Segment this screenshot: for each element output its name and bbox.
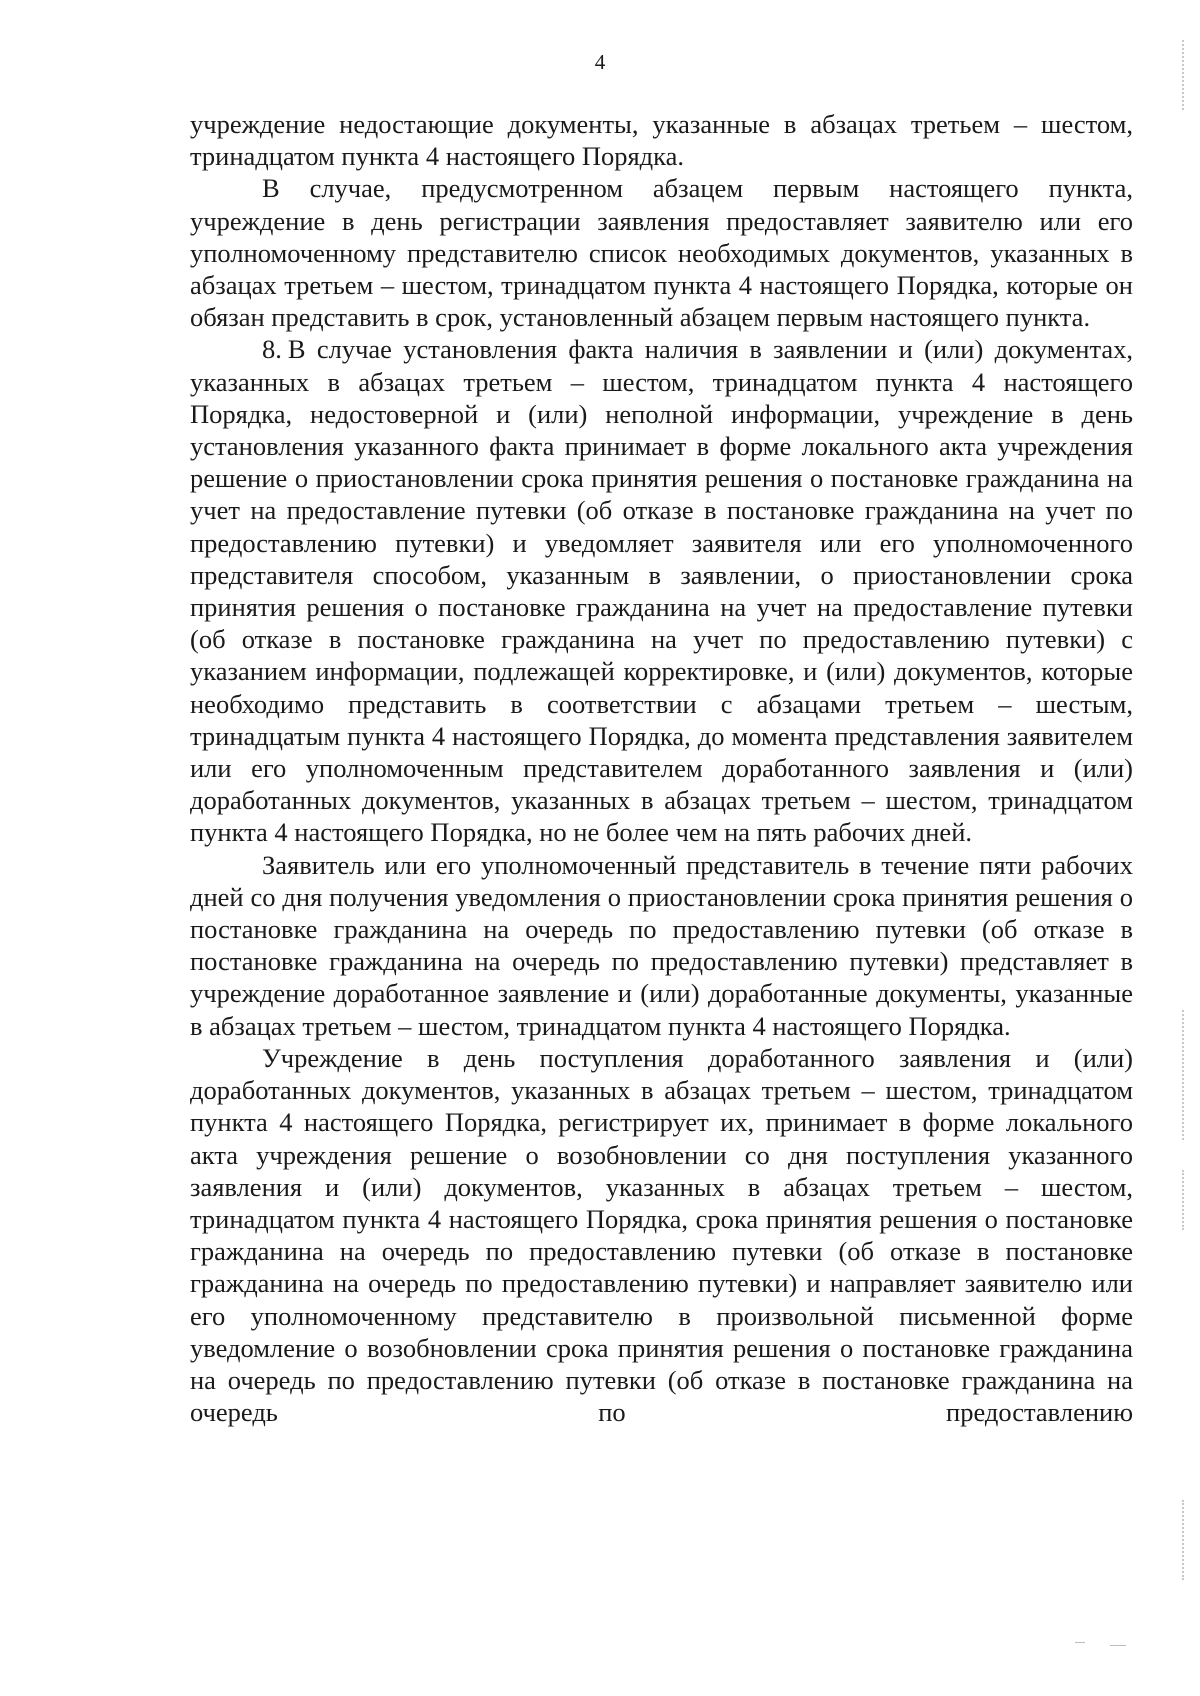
scan-corner-mark-2 [1110, 1645, 1126, 1646]
document-body [190, 108, 1133, 1428]
paragraph-1: учреждение недостающие документы, указанные в абзацах третьем – шестом, тринадцатом пункта 4 настоящего Порядка. [190, 109, 1133, 172]
paragraph-8 [190, 333, 1133, 848]
paragraph-2: В случае, предусмотренном абзацем первым настоящего пункта, учреждение в день регистрации заявления предоставляет заявителю или его уполномоченному представителю список необходимых документов, указанных в абзацах третьем – шестом, тринадцатом пункта 4 настоящего Порядка, которые он обязан представить в срок, установленный абзацем первым настоящего пункта. [190, 173, 1133, 333]
scan-margin-mark-top [1182, 40, 1186, 110]
paragraph-5: Учреждение в день поступления доработанного заявления и (или) доработанных документов, указанных в абзацах третьем – шестом, тринадцатом пункта 4 настоящего Порядка, регистрирует их, принимает в форме локального акта учреждения решение о возобновлении со дня поступления указанного заявления и (или) документов, указанных в абзацах третьем – шестом, тринадцатом пункта 4 настоящего Порядка, срока принятия решения о постановке гражданина на очередь по предоставлению путевки (об отказе в постановке гражданина на очередь по предоставлению путевки) и направляет заявителю или его уполномоченному представителю в произвольной письменной форме уведомление о возобновлении срока принятия решения о постановке гражданина на очередь по предоставлению путевки (об отказе в постановке гражданина на очередь по предоставлению [190, 1042, 1133, 1428]
scan-margin-mark-middle [1182, 1010, 1186, 1140]
paragraph-4: Заявитель или его уполномоченный представитель в течение пяти рабочих дней со дня получения уведомления о приостановлении срока принятия решения о постановке гражданина на очередь по предоставлению путевки (об отказе в постановке гражданина на очередь по предоставлению путевки) представляет в учреждение доработанное заявление и (или) доработанные документы, указанные в абзацах третьем – шестом, тринадцатом пункта 4 настоящего Порядка. [190, 849, 1133, 1041]
page-number: 4 [594, 50, 606, 74]
paragraph-number: 8. [262, 334, 282, 365]
scan-corner-mark-1 [1075, 1642, 1085, 1643]
paragraph-8-text: В случае установления факта наличия в заявлении и (или) документах, указанных в абзацах третьем – шестом, тринадцатом пункта 4 настоящего Порядка, недостоверной и (или) неполной информации, учреждение в день установления указанного факта принимает в форме локального акта учреждения решение о приостановлении срока принятия решения о постановке гражданина на учет на предоставление путевки (об отказе в постановке гражданина на учет по предоставлению путевки) и уведомляет заявителя или его уполномоченного представителя способом, указанным в заявлении, о приостановлении срока принятия решения о постановке гражданина на учет на предоставление путевки (об отказе в постановке гражданина на учет по предоставлению путевки) с указанием информации, подлежащей корректировке, и (или) документов, которые необходимо представить в соответствии с абзацами третьем – шестым, тринадцатым пункта 4 настоящего Порядка, до момента представления заявителем или его уполномоченным представителем доработанного заявления и (или) доработанных документов, указанных в абзацах третьем – шестом, тринадцатом пункта 4 настоящего Порядка, но не более чем на пять рабочих дней. [190, 334, 1133, 848]
scan-margin-mark-lower [1182, 1170, 1186, 1230]
scan-margin-mark-bottom [1182, 1500, 1186, 1580]
